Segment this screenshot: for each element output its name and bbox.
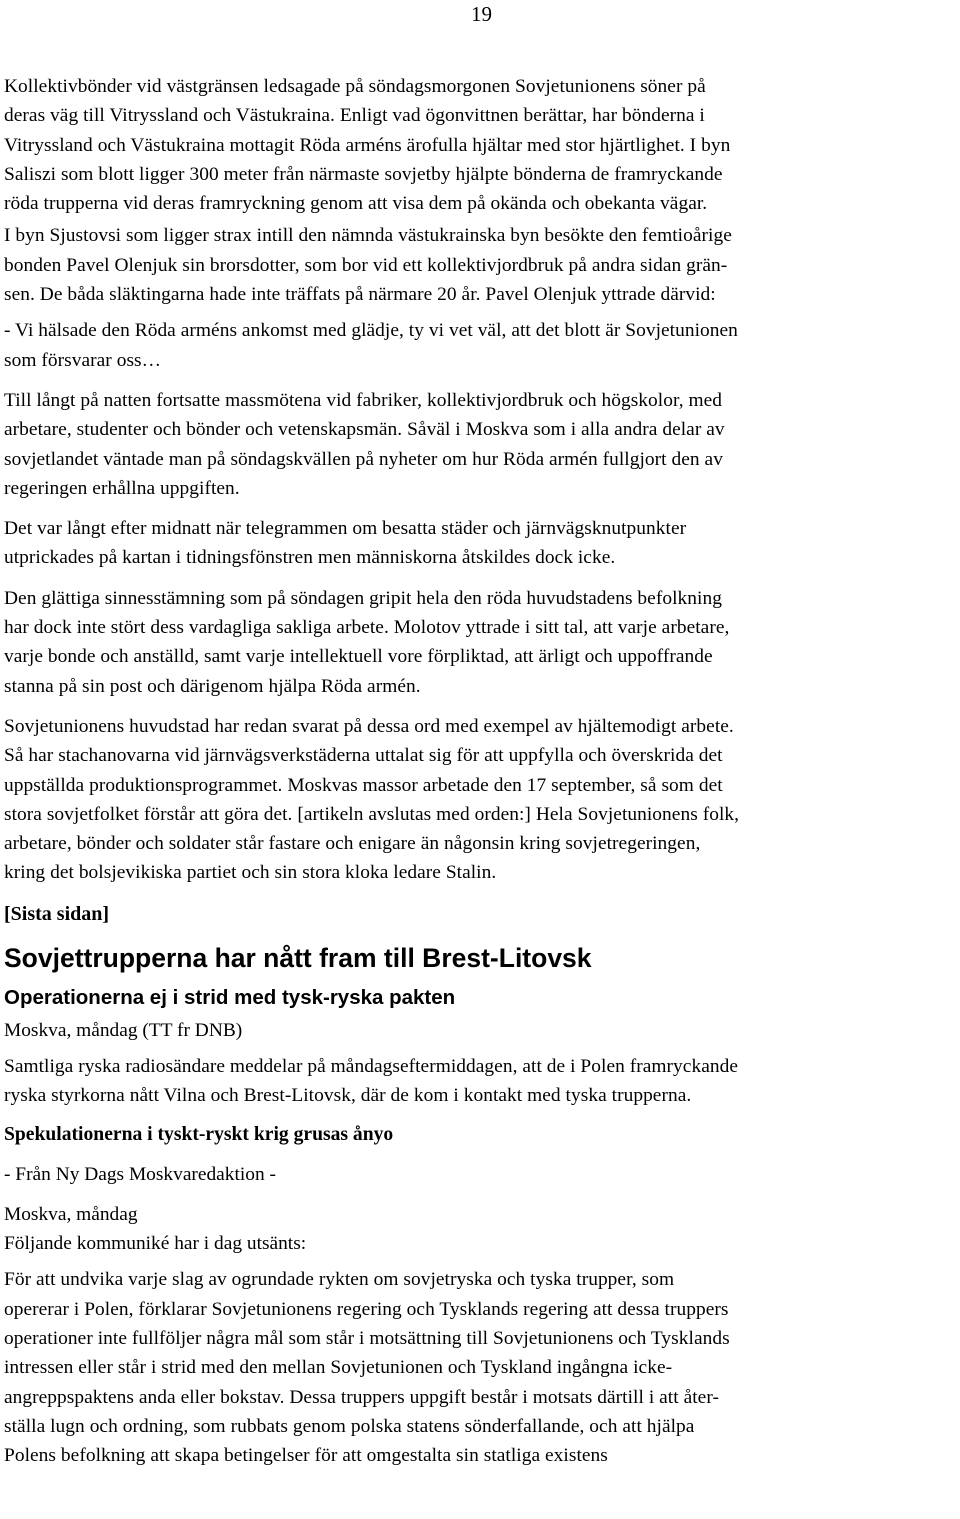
- paragraph-5: [4, 584, 958, 701]
- text-line: Samtliga ryska radiosändare meddelar på måndagseftermiddagen, att de i Polen framryckande: [4, 1055, 739, 1077]
- article-2-heading: Spekulationerna i tyskt-ryskt krig grusas ånyo: [4, 1124, 394, 1146]
- text-line: operationer inte fullföljer några mål som står i motsättning till Sovjetunionens och Tysklands: [4, 1327, 730, 1349]
- text-line: - Vi hälsade den Röda arméns ankomst med glädje, ty vi vet väl, att det blott är Sovjetunionen: [4, 320, 738, 342]
- text-line: kring det bolsjevikiska partiet och sin stora kloka ledare Stalin.: [4, 862, 497, 884]
- subheadline: Operationerna ej i strid med tysk-ryska pakten: [4, 985, 456, 1009]
- text-line: Den glättiga sinnesstämning som på söndagen gripit hela den röda huvudstadens befolkning: [4, 587, 722, 609]
- paragraph-3: [4, 386, 958, 503]
- text-line: deras väg till Vitryssland och Västukraina. Enligt vad ögonvittnen berättar, har bönderna i: [4, 105, 705, 127]
- text-line: arbetare, studenter och bönder och vetenskapsmän. Såväl i Moskva som i alla andra delar av: [4, 419, 725, 441]
- text-line: arbetare, bönder och soldater står fastare och enigare än någonsin kring sovjetregeringen,: [4, 833, 701, 855]
- dateline: Moskva, måndag: [4, 1204, 138, 1226]
- text-line: stanna på sin post och därigenom hjälpa Röda armén.: [4, 675, 421, 697]
- text-line: Sovjetunionens huvudstad har redan svarat på dessa ord med exempel av hjältemodigt arbete.: [4, 715, 734, 737]
- text-line: sen. De båda släktingarna hade inte träffats på närmare 20 år. Pavel Olenjuk yttrade därvid:: [4, 284, 716, 306]
- section-label: [Sista sidan]: [4, 902, 110, 925]
- text-line: regeringen erhållna uppgiften.: [4, 477, 240, 499]
- text-line: ryska styrkorna nått Vilna och Brest-Litovsk, där de kom i kontakt med tyska trupperna.: [4, 1085, 692, 1107]
- intro-line: Följande kommuniké har i dag utsänts:: [4, 1233, 307, 1255]
- text-line: intressen eller står i strid med den mellan Sovjetunionen och Tyskland ingångna icke-: [4, 1357, 673, 1379]
- text-line: uppställda produktionsprogrammet. Moskvas massor arbetade den 17 september, så som det: [4, 774, 723, 796]
- text-line: varje bonde och anställd, samt varje intellektuell vore förpliktad, att ärligt och uppoffrande: [4, 646, 713, 668]
- text-line: som försvarar oss…: [4, 349, 162, 371]
- article-1-paragraph: [4, 1052, 958, 1111]
- text-line: sovjetlandet väntade man på söndagskvällen på nyheter om hur Röda armén fullgjort den av: [4, 448, 723, 470]
- dateline: Moskva, måndag (TT fr DNB): [4, 1019, 243, 1041]
- text-line: utprickades på kartan i tidningsfönstren men människorna åtskildes dock icke.: [4, 547, 616, 569]
- paragraph-1: [4, 72, 958, 309]
- headline: Sovjettrupperna har nått fram till Brest-Litovsk: [4, 942, 592, 973]
- text-line: ställa lugn och ordning, som rubbats genom polska statens sönderfallande, och att hjälpa: [4, 1415, 695, 1437]
- paragraph-4: [4, 514, 958, 573]
- text-line: Vitryssland och Västukraina mottagit Röda arméns ärofulla hjältar med stor hjärtlighet. I byn: [4, 134, 731, 156]
- text-line: har dock inte stört dess vardagliga sakliga arbete. Molotov yttrade i sitt tal, att varje arbetare,: [4, 617, 730, 639]
- article-2-paragraph: [4, 1265, 958, 1470]
- text-line: bonden Pavel Olenjuk sin brorsdotter, som bor vid ett kollektivjordbruk på andra sidan grän-: [4, 254, 728, 276]
- page-number: 19: [471, 2, 492, 26]
- text-line: Polens befolkning att skapa betingelser för att omgestalta sin statliga existens: [4, 1445, 608, 1467]
- page-content: [4, 72, 958, 1470]
- text-line: Till långt på natten fortsatte massmötena vid fabriker, kollektivjordbruk och högskolor, med: [4, 389, 723, 411]
- text-line: Kollektivbönder vid västgränsen ledsagade på söndagsmorgonen Sovjetunionens söner på: [4, 76, 706, 97]
- text-line: Det var långt efter midnatt när telegrammen om besatta städer och järnvägsknutpunkter: [4, 518, 687, 540]
- text-line: Så har stachanovarna vid järnvägsverkstäderna uttalat sig för att uppfylla och överskrida det: [4, 745, 723, 767]
- text-line: För att undvika varje slag av ogrundade rykten om sovjetryska och tyska trupper, som: [4, 1269, 675, 1291]
- text-line: opererar i Polen, förklarar Sovjetunionens regering och Tysklands regering att dessa truppers: [4, 1298, 729, 1320]
- text-line: stora sovjetfolket förstår att göra det. [artikeln avslutas med orden:] Hela Sovjetunionens folk,: [4, 803, 740, 825]
- paragraph-6: [4, 712, 958, 888]
- byline: - Från Ny Dags Moskvaredaktion -: [4, 1164, 276, 1186]
- text-line: angreppspaktens anda eller bokstav. Dessa truppers uppgift består i motsats därtill i att åter-: [4, 1386, 719, 1408]
- text-line: röda trupperna vid deras framryckning genom att visa dem på okända och obekanta vägar.: [4, 193, 708, 215]
- text-line: Saliszi som blott ligger 300 meter från närmaste sovjetby hjälpte bönderna de framryckande: [4, 163, 723, 185]
- paragraph-2: [4, 316, 958, 375]
- text-line: I byn Sjustovsi som ligger strax intill den nämnda västukrainska byn besökte den femtioårige: [4, 225, 732, 247]
